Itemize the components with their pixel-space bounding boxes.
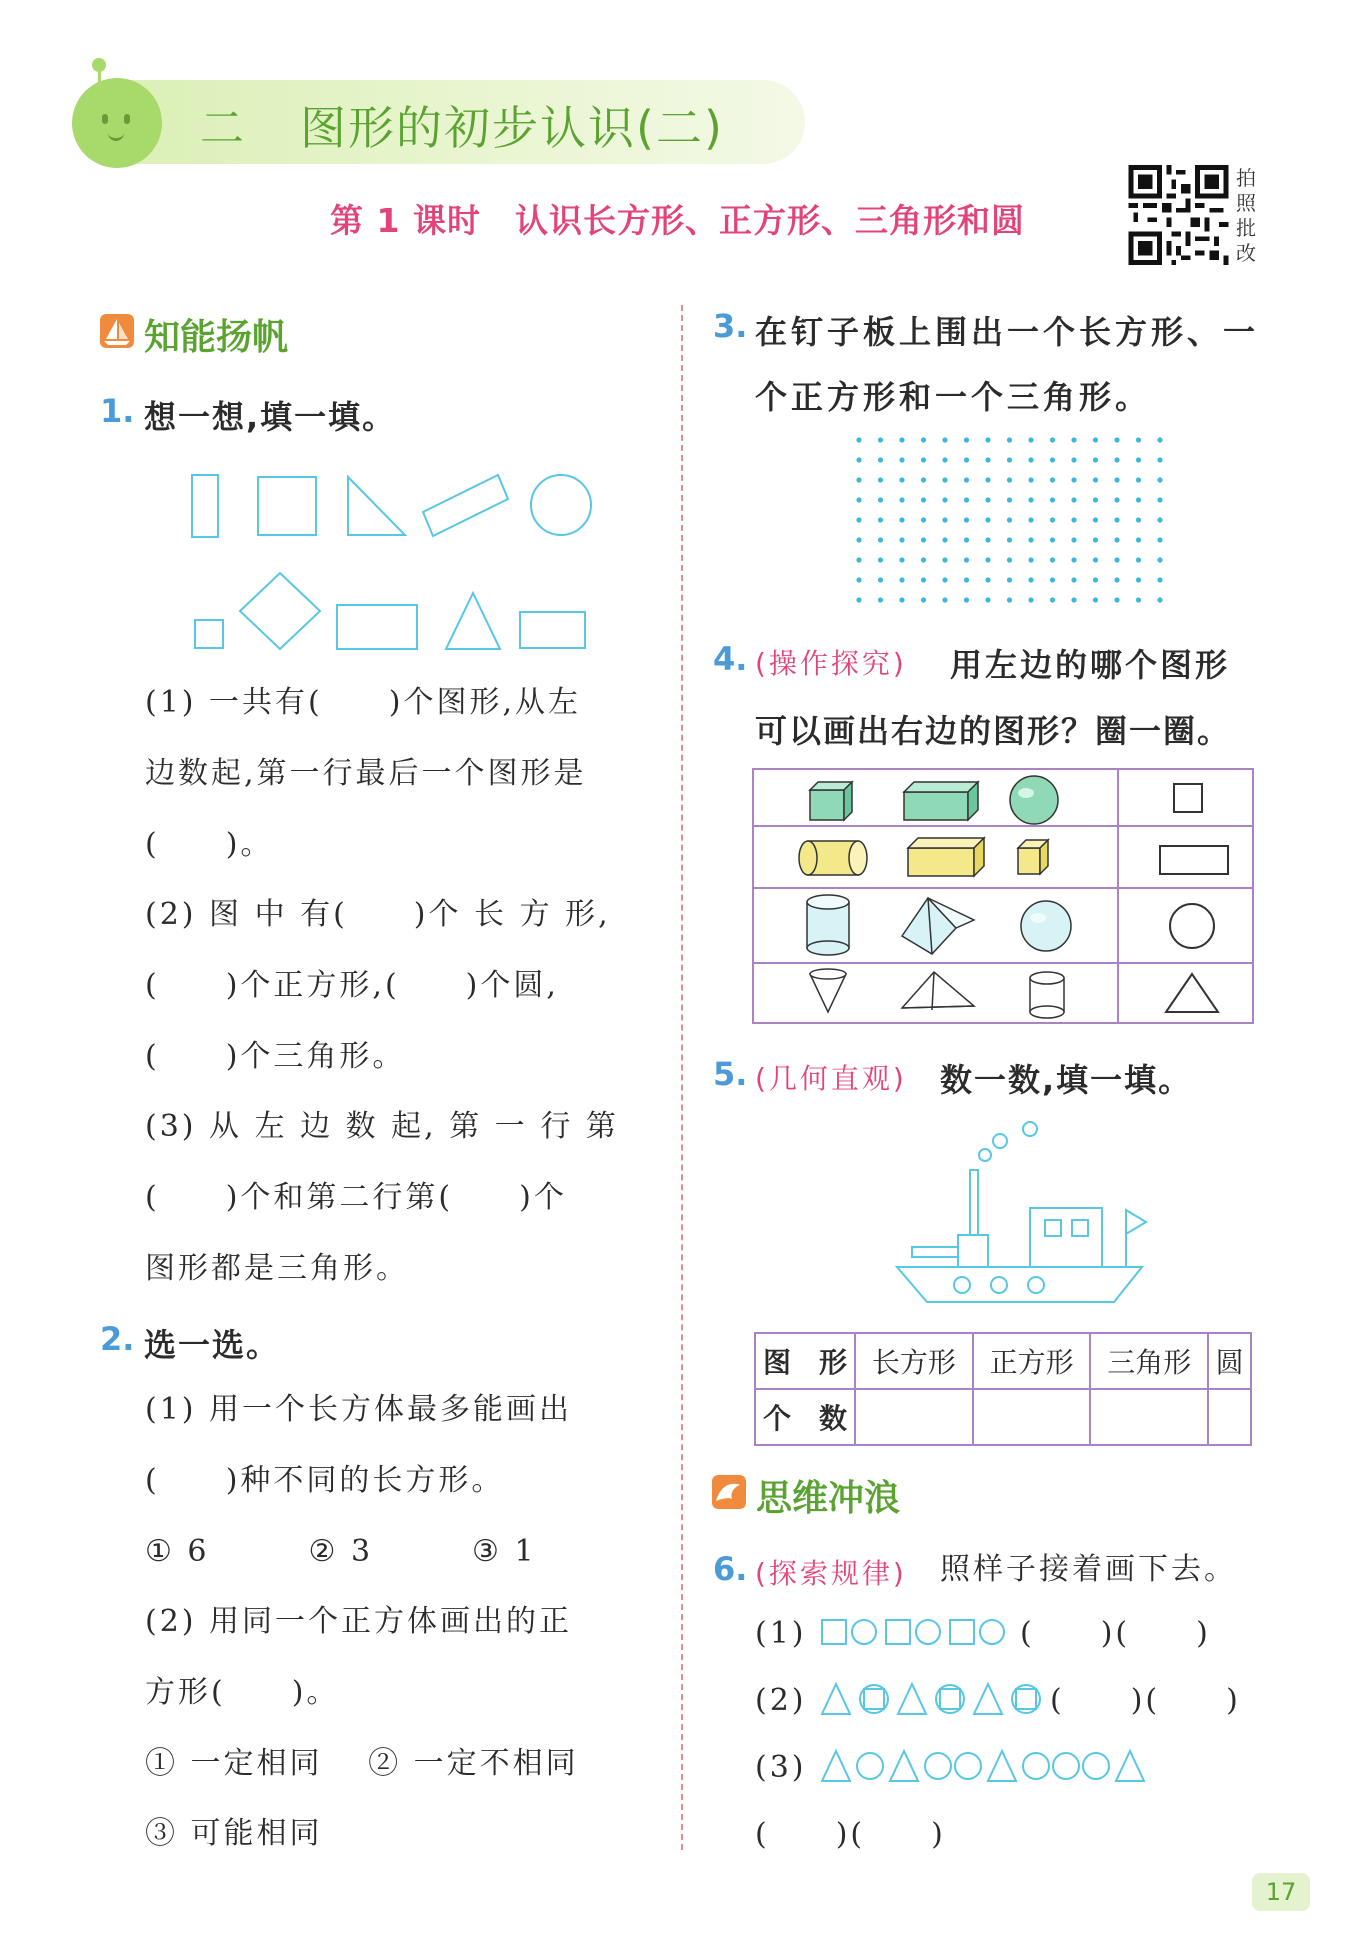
peg-dot[interactable]	[1136, 597, 1141, 602]
peg-dot[interactable]	[1093, 537, 1098, 542]
peg-dot[interactable]	[899, 477, 904, 482]
q5-header-row	[755, 1333, 1251, 1389]
peg-dot[interactable]	[878, 557, 883, 562]
peg-dot[interactable]	[1114, 457, 1119, 462]
q6-pattern-1	[818, 1614, 1023, 1650]
ship-smoke-circle-3	[1023, 1122, 1037, 1136]
peg-dot[interactable]	[1071, 437, 1076, 442]
q5-answer-circle[interactable]	[1208, 1389, 1251, 1445]
peg-dot[interactable]	[1093, 577, 1098, 582]
q1-shape-right-triangle	[348, 477, 405, 535]
peg-dot[interactable]	[1050, 557, 1055, 562]
peg-dot[interactable]	[1136, 557, 1141, 562]
ship-deck-bar	[912, 1247, 958, 1257]
peg-dot[interactable]	[1114, 537, 1119, 542]
q5-tag: (几何直观)	[755, 1062, 907, 1095]
cuboid-icon[interactable]	[904, 782, 978, 820]
peg-dot[interactable]	[1028, 497, 1033, 502]
q3-line-1: 在钉子板上围出一个长方形、一	[755, 313, 1260, 351]
peg-dot[interactable]	[1050, 577, 1055, 582]
q2-line-2: ( )种不同的长方形。	[145, 1463, 505, 1498]
q5-answer-rectangle[interactable]	[855, 1389, 973, 1445]
q2-options-1: ① 6 ② 3 ③ 1	[145, 1534, 537, 1569]
peg-dot[interactable]	[1007, 517, 1012, 522]
q2-number: 2.	[100, 1320, 135, 1358]
q2-options-3: ③ 可能相同	[145, 1816, 323, 1851]
q4-shape-table	[752, 768, 1254, 1024]
q1-line-6: ( )个三角形。	[145, 1039, 406, 1074]
peg-dot[interactable]	[878, 537, 883, 542]
q1-shape-triangle	[446, 593, 500, 649]
peg-dot[interactable]	[921, 537, 926, 542]
q6-p1-label: (1)	[755, 1616, 807, 1651]
peg-dot[interactable]	[1071, 517, 1076, 522]
peg-dot[interactable]	[964, 517, 969, 522]
q6-p1-blanks[interactable]: ( )( )	[1020, 1616, 1211, 1651]
q4-number: 4.	[713, 640, 748, 678]
peg-dot[interactable]	[1157, 557, 1162, 562]
peg-dot[interactable]	[942, 537, 947, 542]
peg-dot[interactable]	[899, 577, 904, 582]
ship-cabin	[1030, 1208, 1102, 1267]
section-title-zhineng: 知能扬帆	[144, 317, 289, 358]
q1-line-8: ( )个和第二行第( )个	[145, 1180, 567, 1215]
peg-dot[interactable]	[899, 437, 904, 442]
peg-dot[interactable]	[856, 457, 861, 462]
peg-dot[interactable]	[878, 437, 883, 442]
peg-dot[interactable]	[964, 577, 969, 582]
peg-dot[interactable]	[985, 457, 990, 462]
peg-dot[interactable]	[899, 457, 904, 462]
peg-dot[interactable]	[942, 597, 947, 602]
peg-dot[interactable]	[1157, 497, 1162, 502]
section-title-siwei: 思维冲浪	[756, 1478, 901, 1519]
peg-dot[interactable]	[1114, 517, 1119, 522]
long-cuboid-icon[interactable]	[908, 838, 984, 876]
sphere-icon[interactable]	[1010, 776, 1058, 824]
peg-dot[interactable]	[964, 537, 969, 542]
peg-dot[interactable]	[1093, 557, 1098, 562]
q1-line-7: (3) 从 左 边 数 起, 第 一 行 第	[145, 1109, 619, 1144]
qr-caption: 拍照批改	[1236, 166, 1256, 265]
peg-dot[interactable]	[1093, 457, 1098, 462]
q1-shape-square	[258, 477, 316, 535]
peg-dot[interactable]	[1157, 477, 1162, 482]
peg-dot[interactable]	[1136, 517, 1141, 522]
q1-shapes-figure	[180, 455, 620, 665]
peg-dot[interactable]	[964, 557, 969, 562]
peg-dot[interactable]	[1093, 597, 1098, 602]
q1-shape-small-square	[195, 620, 223, 648]
q6-p3-blanks[interactable]: ( )( )	[755, 1817, 946, 1852]
peg-dot[interactable]	[856, 477, 861, 482]
q5-header-circle: 圆	[1208, 1333, 1251, 1389]
peg-dot[interactable]	[1114, 497, 1119, 502]
q2-line-3: (2) 用同一个正方体画出的正	[145, 1604, 573, 1639]
peg-dot[interactable]	[1157, 457, 1162, 462]
ship-smoke-circle-1	[979, 1149, 991, 1161]
column-divider	[681, 305, 683, 1850]
peg-dot[interactable]	[1028, 517, 1033, 522]
peg-dot[interactable]	[942, 437, 947, 442]
peg-dot[interactable]	[985, 557, 990, 562]
peg-dot[interactable]	[985, 577, 990, 582]
small-cube-icon[interactable]	[1018, 840, 1048, 874]
peg-dot[interactable]	[1050, 457, 1055, 462]
peg-dot[interactable]	[985, 517, 990, 522]
peg-dot[interactable]	[985, 537, 990, 542]
q2-prompt: 选一选。	[144, 1326, 281, 1364]
peg-dot[interactable]	[899, 557, 904, 562]
peg-dot[interactable]	[1136, 577, 1141, 582]
q1-line-4: (2) 图 中 有( )个 长 方 形,	[145, 897, 611, 932]
peg-dot[interactable]	[964, 497, 969, 502]
peg-dot[interactable]	[942, 517, 947, 522]
target-square-icon	[1174, 784, 1202, 812]
peg-dot[interactable]	[942, 477, 947, 482]
qr-code-icon[interactable]	[1126, 165, 1231, 265]
peg-dot[interactable]	[856, 437, 861, 442]
peg-dot[interactable]	[921, 457, 926, 462]
peg-dot[interactable]	[856, 537, 861, 542]
peg-dot[interactable]	[1071, 557, 1076, 562]
q5-header-triangle: 三角形	[1090, 1333, 1208, 1389]
peg-dot[interactable]	[899, 597, 904, 602]
peg-dot[interactable]	[1114, 437, 1119, 442]
cube-icon[interactable]	[810, 782, 852, 820]
peg-dot[interactable]	[921, 437, 926, 442]
q1-shape-tall-rectangle	[192, 475, 218, 537]
ship-window-1	[1045, 1220, 1061, 1236]
peg-dot[interactable]	[899, 517, 904, 522]
wave-icon	[712, 1475, 746, 1509]
q6-prompt: 照样子接着画下去。	[940, 1552, 1237, 1587]
q1-line-1: (1) 一共有( )个图形,从左	[145, 685, 581, 720]
ship-figure	[860, 1110, 1150, 1310]
cone-icon[interactable]	[810, 969, 846, 1012]
target-circle-icon	[1170, 904, 1214, 948]
peg-dot[interactable]	[1050, 437, 1055, 442]
peg-dot[interactable]	[985, 477, 990, 482]
peg-dot[interactable]	[1028, 437, 1033, 442]
peg-dot[interactable]	[856, 557, 861, 562]
peg-dot[interactable]	[856, 577, 861, 582]
peg-dot[interactable]	[878, 477, 883, 482]
q5-row-label: 个 数	[755, 1389, 855, 1445]
q1-shape-wide-rectangle	[337, 605, 417, 649]
q5-answer-square[interactable]	[973, 1389, 1091, 1445]
ship-chimney	[970, 1170, 978, 1235]
peg-dot[interactable]	[921, 477, 926, 482]
q4-line-1: 用左边的哪个图形	[950, 646, 1231, 684]
ship-porthole-2	[991, 1277, 1007, 1293]
peg-dot[interactable]	[878, 517, 883, 522]
peg-dot[interactable]	[1071, 577, 1076, 582]
peg-dot[interactable]	[1136, 497, 1141, 502]
ship-hull	[897, 1267, 1142, 1302]
q1-line-2: 边数起,第一行最后一个图形是	[145, 756, 587, 791]
peg-dot[interactable]	[1028, 597, 1033, 602]
peg-dot[interactable]	[1157, 577, 1162, 582]
page-number: 17	[1252, 1873, 1310, 1911]
q6-p2-label: (2)	[755, 1683, 807, 1718]
peg-dot[interactable]	[1028, 457, 1033, 462]
target-triangle-icon	[1166, 974, 1218, 1012]
peg-dot[interactable]	[1114, 557, 1119, 562]
peg-dot[interactable]	[964, 437, 969, 442]
peg-dot[interactable]	[856, 517, 861, 522]
peg-dot[interactable]	[1071, 597, 1076, 602]
peg-dot[interactable]	[878, 457, 883, 462]
q5-header-square: 正方形	[973, 1333, 1091, 1389]
ship-porthole-3	[1028, 1277, 1044, 1293]
peg-dot[interactable]	[1028, 577, 1033, 582]
peg-dot[interactable]	[1136, 457, 1141, 462]
peg-dot[interactable]	[1050, 537, 1055, 542]
unit-title: 图形的初步认识(二)	[300, 101, 724, 155]
small-cylinder-icon[interactable]	[1030, 972, 1064, 1018]
peg-dot[interactable]	[921, 557, 926, 562]
peg-dot[interactable]	[1007, 557, 1012, 562]
ship-porthole-1	[954, 1277, 970, 1293]
q1-shape-diamond	[240, 573, 320, 649]
peg-dot[interactable]	[1050, 597, 1055, 602]
q2-options-2: ① 一定相同 ② 一定不相同	[145, 1746, 579, 1781]
peg-dot[interactable]	[1050, 497, 1055, 502]
peg-dot[interactable]	[1093, 517, 1098, 522]
peg-dot[interactable]	[985, 437, 990, 442]
peg-dot[interactable]	[878, 497, 883, 502]
ball-icon[interactable]	[1021, 901, 1071, 951]
q6-p2-blanks[interactable]: ( )( )	[1050, 1683, 1241, 1718]
peg-dot[interactable]	[1071, 477, 1076, 482]
peg-dot[interactable]	[942, 457, 947, 462]
q6-number: 6.	[713, 1550, 748, 1588]
q1-shape-flat-rectangle	[520, 612, 585, 648]
peg-dot[interactable]	[1071, 537, 1076, 542]
q1-prompt: 想一想,填一填。	[144, 398, 397, 436]
peg-dot[interactable]	[921, 517, 926, 522]
peg-dot[interactable]	[856, 597, 861, 602]
peg-dot[interactable]	[1157, 597, 1162, 602]
peg-dot[interactable]	[1136, 477, 1141, 482]
mascot-antenna-ball	[92, 58, 106, 72]
peg-dot[interactable]	[1093, 437, 1098, 442]
q6-p3-label: (3)	[755, 1750, 807, 1785]
peg-dot[interactable]	[1114, 477, 1119, 482]
peg-dot[interactable]	[921, 597, 926, 602]
q4-tag: (操作探究)	[755, 647, 907, 680]
q6-tag: (探索规律)	[755, 1557, 907, 1590]
peg-dot[interactable]	[1114, 597, 1119, 602]
q6-pattern-3	[818, 1748, 1188, 1784]
peg-dot[interactable]	[1007, 537, 1012, 542]
peg-dot[interactable]	[1028, 477, 1033, 482]
peg-dot[interactable]	[1157, 537, 1162, 542]
q5-answer-triangle[interactable]	[1090, 1389, 1208, 1445]
ship-low-cabin	[958, 1235, 988, 1267]
ship-smoke-circle-2	[993, 1134, 1007, 1148]
pegboard-grid[interactable]	[845, 430, 1175, 610]
cylinder-icon[interactable]	[807, 895, 849, 955]
q5-number: 5.	[713, 1055, 748, 1093]
peg-dot[interactable]	[1050, 517, 1055, 522]
peg-dot[interactable]	[921, 577, 926, 582]
peg-dot[interactable]	[1071, 497, 1076, 502]
peg-dot[interactable]	[899, 537, 904, 542]
cylinder-lying-icon[interactable]	[799, 841, 867, 875]
peg-dot[interactable]	[1093, 477, 1098, 482]
q5-header-rectangle: 长方形	[855, 1333, 973, 1389]
peg-dot[interactable]	[1007, 457, 1012, 462]
q1-number: 1.	[100, 392, 135, 430]
peg-dot[interactable]	[942, 497, 947, 502]
q1-line-5: ( )个正方形,( )个圆,	[145, 968, 559, 1003]
q5-count-row	[755, 1389, 1251, 1445]
ship-window-2	[1072, 1220, 1088, 1236]
peg-dot[interactable]	[856, 497, 861, 502]
prism-icon[interactable]	[902, 972, 974, 1010]
peg-dot[interactable]	[1007, 477, 1012, 482]
peg-dot[interactable]	[1071, 457, 1076, 462]
peg-dot[interactable]	[878, 577, 883, 582]
q5-count-table	[754, 1332, 1252, 1446]
peg-dot[interactable]	[1136, 537, 1141, 542]
peg-dot[interactable]	[1028, 557, 1033, 562]
peg-dot[interactable]	[1114, 577, 1119, 582]
peg-dot[interactable]	[964, 477, 969, 482]
peg-dot[interactable]	[964, 597, 969, 602]
q5-header-label: 图 形	[755, 1333, 855, 1389]
peg-dot[interactable]	[1050, 477, 1055, 482]
peg-dot[interactable]	[1007, 437, 1012, 442]
q1-shape-tilted-rectangle	[423, 475, 508, 536]
lesson-title: 第 1 课时 认识长方形、正方形、三角形和圆	[330, 201, 1025, 240]
peg-dot[interactable]	[1028, 537, 1033, 542]
peg-dot[interactable]	[1136, 437, 1141, 442]
peg-dot[interactable]	[1007, 597, 1012, 602]
peg-dot[interactable]	[921, 497, 926, 502]
q3-number: 3.	[713, 307, 748, 345]
peg-dot[interactable]	[899, 497, 904, 502]
q2-line-4: 方形( )。	[145, 1675, 340, 1710]
peg-dot[interactable]	[878, 597, 883, 602]
q1-shape-circle	[531, 475, 591, 535]
ship-flag	[1126, 1210, 1146, 1234]
q1-line-3: ( )。	[145, 827, 274, 862]
peg-dot[interactable]	[942, 557, 947, 562]
q4-line-2: 可以画出右边的图形？圈一圈。	[755, 712, 1232, 750]
peg-dot[interactable]	[1157, 517, 1162, 522]
sail-icon	[100, 314, 134, 348]
mascot-icon	[72, 78, 162, 168]
q1-line-9: 图形都是三角形。	[145, 1251, 409, 1286]
q5-prompt: 数一数,填一填。	[940, 1061, 1193, 1099]
peg-dot[interactable]	[1007, 497, 1012, 502]
peg-dot[interactable]	[964, 457, 969, 462]
q2-line-1: (1) 用一个长方体最多能画出	[145, 1392, 573, 1427]
peg-dot[interactable]	[1157, 437, 1162, 442]
peg-dot[interactable]	[1007, 577, 1012, 582]
peg-dot[interactable]	[985, 597, 990, 602]
target-rectangle-icon	[1160, 846, 1228, 874]
peg-dot[interactable]	[942, 577, 947, 582]
q6-pattern-2	[818, 1680, 1048, 1718]
peg-dot[interactable]	[985, 497, 990, 502]
q3-line-2: 个正方形和一个三角形。	[755, 378, 1152, 416]
unit-number: 二	[200, 103, 248, 154]
triangular-prism-icon[interactable]	[902, 898, 974, 954]
peg-dot[interactable]	[1093, 497, 1098, 502]
